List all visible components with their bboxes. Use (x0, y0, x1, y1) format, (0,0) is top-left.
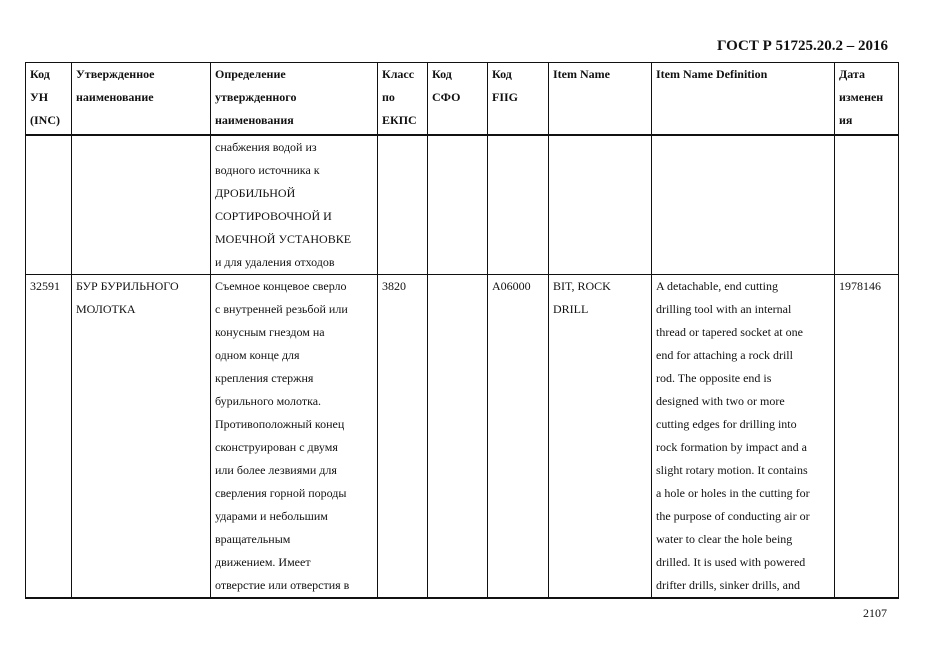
header-text-line: Код (492, 67, 512, 81)
cell-text-line: движением. Имеет (215, 555, 311, 569)
cell-text-line: designed with two or more (656, 394, 785, 408)
item-def-cell (652, 275, 835, 599)
cell-text-line: slight rotary motion. It contains (656, 463, 808, 477)
cell-text-line: rock formation by impact and a (656, 440, 807, 454)
cell-text-line: отверстие или отверстия в (215, 578, 350, 592)
header-text-line: наименования (215, 113, 294, 127)
cell-text-line: конусным гнездом на (215, 325, 325, 339)
item-def-cell (652, 135, 835, 275)
cell-text-line: drilling tool with an internal (656, 302, 792, 316)
col-sfo-header (428, 63, 488, 136)
cell-text-line: thread or tapered socket at one (656, 325, 803, 339)
inc-cell (26, 135, 72, 275)
header-text-line: УН (30, 90, 49, 104)
cell-text-line: Противоположный конец (215, 417, 345, 431)
table-row (26, 135, 899, 275)
document-header: ГОСТ Р 51725.20.2 – 2016 (716, 38, 888, 54)
header-text-line: Код (30, 67, 50, 81)
header-text-line: Item Name (553, 67, 610, 81)
col-date-header (835, 63, 899, 136)
table-header-row (26, 63, 899, 136)
cell-text-line: A06000 (492, 279, 531, 293)
header-text-line: утвержденного (215, 90, 297, 104)
cell-text-line: rod. The opposite end is (656, 371, 772, 385)
date-cell (835, 135, 899, 275)
item-name-cell (549, 275, 652, 599)
header-text-line: СФО (432, 90, 461, 104)
cell-text-line: МОЕЧНОЙ УСТАНОВКЕ (215, 232, 352, 246)
cell-text-line: the purpose of conducting air or (656, 509, 810, 523)
header-text-line: Код (432, 67, 452, 81)
cell-text-line: ударами и небольшим (215, 509, 328, 523)
cell-text-line: Съемное концевое сверло (215, 279, 347, 293)
item-name-cell (549, 135, 652, 275)
definition-cell (211, 275, 378, 599)
col-inc-header (26, 63, 72, 136)
col-definition-header (211, 63, 378, 136)
header-text-line: ЕКПС (382, 113, 417, 127)
cell-text-line: water to clear the hole being (656, 532, 793, 546)
table-row (26, 275, 899, 599)
col-name-header (72, 63, 211, 136)
cell-text-line: крепления стержня (215, 371, 314, 385)
header-text-line: ия (839, 113, 853, 127)
header-text-line: (INC) (30, 113, 60, 127)
col-item-def-header (652, 63, 835, 136)
col-fiig-header (488, 63, 549, 136)
header-text-line: наименование (76, 90, 154, 104)
cell-text-line: сконструирован с двумя (215, 440, 338, 454)
cell-text-line: 1978146 (839, 279, 881, 293)
data-table (25, 62, 899, 599)
cell-text-line: снабжения водой из (215, 140, 317, 154)
cell-text-line: BIT, ROCK (553, 279, 611, 293)
sfo-cell (428, 135, 488, 275)
cell-text-line: и для удаления отходов (215, 255, 335, 269)
header-text-line: Item Name Definition (656, 67, 768, 81)
cell-text-line: ДРОБИЛЬНОЙ (215, 186, 296, 200)
cell-text-line: СОРТИРОВОЧНОЙ И (215, 209, 332, 223)
cell-text-line: или более лезвиями для (215, 463, 337, 477)
header-text-line: FIIG (492, 90, 519, 104)
class-cell (378, 275, 428, 599)
header-text-line: Утвержденное (76, 67, 155, 81)
cell-text-line: 3820 (382, 279, 406, 293)
header-text-line: изменен (839, 90, 884, 104)
cell-text-line: вращательным (215, 532, 291, 546)
name-cell (72, 275, 211, 599)
cell-text-line: с внутренней резьбой или (215, 302, 348, 316)
cell-text-line: a hole or holes in the cutting for (656, 486, 810, 500)
header-text-line: Дата (839, 67, 865, 81)
sfo-cell (428, 275, 488, 599)
col-class-header (378, 63, 428, 136)
name-cell (72, 135, 211, 275)
cell-text-line: drilled. It is used with powered (656, 555, 806, 569)
cell-text-line: БУР БУРИЛЬНОГО (76, 279, 179, 293)
cell-text-line: водного источника к (215, 163, 320, 177)
definition-cell (211, 135, 378, 275)
cell-text-line: DRILL (553, 302, 589, 316)
cell-text-line: cutting edges for drilling into (656, 417, 797, 431)
cell-text-line: drifter drills, sinker drills, and (656, 578, 800, 592)
inc-cell (26, 275, 72, 599)
header-text-line: Класс (382, 67, 415, 81)
cell-text-line: МОЛОТКА (76, 302, 136, 316)
page-number: 2107 (863, 606, 887, 620)
cell-text-line: 32591 (30, 279, 60, 293)
cell-text-line: end for attaching a rock drill (656, 348, 793, 362)
cell-text-line: бурильного молотка. (215, 394, 322, 408)
fiig-cell (488, 135, 549, 275)
header-text-line: по (382, 90, 395, 104)
fiig-cell (488, 275, 549, 599)
cell-text-line: одном конце для (215, 348, 300, 362)
class-cell (378, 135, 428, 275)
header-text-line: Определение (215, 67, 286, 81)
col-item-name-header (549, 63, 652, 136)
cell-text-line: A detachable, end cutting (656, 279, 778, 293)
date-cell (835, 275, 899, 599)
cell-text-line: сверления горной породы (215, 486, 347, 500)
